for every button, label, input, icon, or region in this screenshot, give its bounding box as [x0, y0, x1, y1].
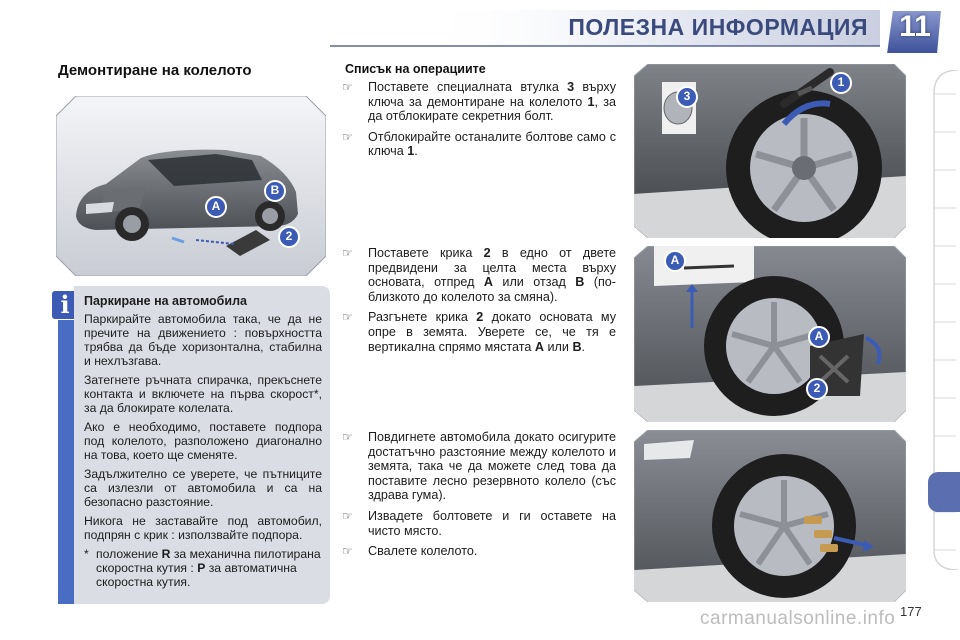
chapter-number: 11	[899, 10, 931, 43]
operations-group-1	[342, 80, 616, 165]
hand-pointer-icon: ☞	[342, 246, 353, 260]
hand-pointer-icon: ☞	[342, 544, 353, 559]
callout-a-label: A	[211, 199, 221, 213]
info-paragraph: Затегнете ръчната спирачка, прекъснете контакта и включете на първа скорост*, за да блокирате колелата.	[84, 373, 322, 415]
operation-step: ☞ Повдигнете автомобила докато осигурите достатъчно разстояние между колелото и земята, така че да можете след това да поставите лесно резервното колело (със здрава гума).	[342, 430, 616, 503]
pic2-callout-a-top: A	[670, 253, 680, 267]
info-box	[74, 286, 330, 604]
bolt-removal-illustration	[634, 430, 906, 602]
jack-placement-illustration	[634, 246, 906, 422]
chapter-title: ПОЛЕЗНА ИНФОРМАЦИЯ	[568, 14, 868, 40]
pic2-callout-a-mid: A	[814, 329, 824, 343]
operations-group-2	[342, 246, 616, 360]
info-paragraph: Задължително се уверете, че пътниците са излезли от автомобила и са на безопасно разстояние.	[84, 467, 322, 509]
info-rail	[58, 320, 74, 604]
info-box-title: Паркиране на автомобила	[84, 294, 247, 308]
watermark: carmanualsonline.info	[700, 608, 896, 629]
hand-pointer-icon: ☞	[342, 508, 353, 523]
operation-step: ☞ Извадете болтовете и ги оставете на чисто място.	[342, 508, 616, 538]
info-paragraph: Никога не заставайте под автомобил, подпрян с крик : използвайте подпора.	[84, 514, 322, 542]
hand-pointer-icon: ☞	[342, 430, 353, 444]
pic1-callout-3: 3	[683, 89, 691, 103]
hand-pointer-icon: ☞	[342, 80, 353, 94]
hand-pointer-icon: ☞	[342, 310, 353, 325]
operation-step: ☞ Поставете крика 2 в едно от двете предвидени за целта места върху основата, отпред A или отзад B (по-близкото до колелото за смяна).	[342, 246, 616, 304]
page-number: 177	[900, 604, 922, 619]
operation-step: ☞ Свалете колелото.	[342, 544, 478, 559]
wheel-wrench-illustration	[634, 64, 906, 238]
operation-step: ☞ Отблокирайте останалите болтове само с ключа 1.	[342, 129, 616, 159]
info-icon: i	[52, 291, 78, 319]
info-paragraph: Паркирайте автомобила така, че да не пречите на движението : повърхността трябва да бъде хоризонтална, стабилна и нехлъзгава.	[84, 312, 322, 368]
operations-title: Списък на операциите	[345, 62, 486, 76]
hand-pointer-icon: ☞	[342, 129, 353, 144]
operations-group-3	[342, 430, 616, 565]
page-title: Демонтиране на колелото	[58, 62, 252, 79]
footnote	[84, 547, 322, 589]
callout-2-label: 2	[285, 229, 293, 243]
footnote-text: положение R за механична пилотирана скоростна кутия : P за автоматична скоростна кутия.	[96, 547, 321, 589]
operation-step: ☞ Поставете специалната втулка 3 върху ключа за демонтиране на колелото 1, за да отблокирате секретния болт.	[342, 80, 616, 124]
pic2-callout-2: 2	[813, 381, 821, 395]
footnote-star: *	[84, 547, 89, 561]
callout-b-label: B	[270, 183, 280, 197]
pic1-callout-1: 1	[837, 75, 845, 89]
operation-step: ☞ Разгънете крика 2 докато основата му опре в земята. Уверете се, че тя е вертикална спрямо мястата A или B.	[342, 310, 616, 354]
info-paragraph: Ако е необходимо, поставете подпора под колелото, разположено диагонално на това, което ще сменяте.	[84, 420, 322, 462]
active-chapter-tab[interactable]	[928, 472, 960, 512]
